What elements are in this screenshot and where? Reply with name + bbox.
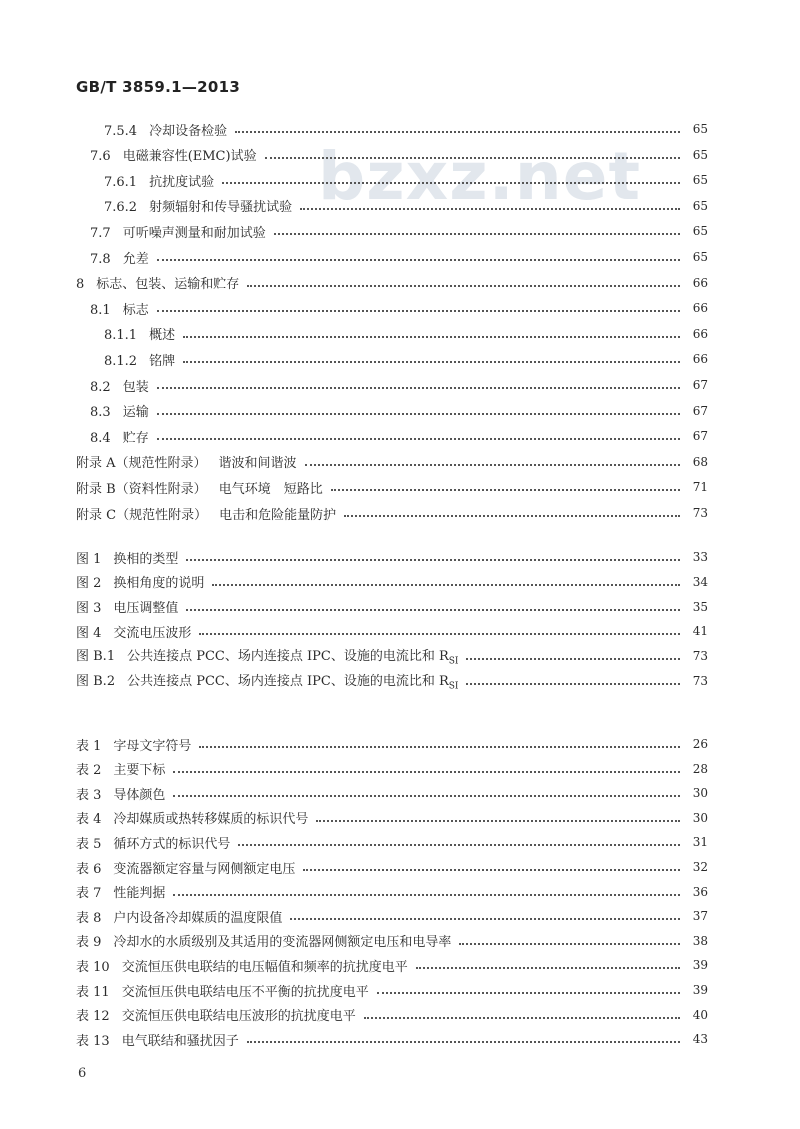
figure-entry-title: 换相的类型 [113, 551, 179, 567]
contents-entry[interactable] [90, 220, 708, 242]
contents-entry-page: 67 [692, 378, 708, 392]
leader-dots [238, 844, 680, 846]
figure-entry[interactable] [76, 670, 708, 692]
table-entry-page: 28 [692, 761, 708, 776]
contents-entry-label [104, 196, 292, 215]
leader-dots [199, 633, 680, 635]
leader-dots [157, 259, 680, 261]
table-entry[interactable] [76, 758, 708, 780]
contents-entry-label [76, 504, 336, 523]
leader-dots [186, 609, 680, 611]
contents-entry-label [90, 401, 149, 420]
contents-entry-number: 7.6 [90, 149, 111, 165]
table-entry[interactable] [76, 831, 708, 853]
table-entry-label [76, 735, 191, 754]
table-entry-page: 37 [692, 909, 708, 924]
table-entry-number: 表 7 [76, 886, 102, 902]
contents-entry[interactable] [90, 144, 708, 166]
table-entry-label [76, 931, 451, 950]
contents-entry-number: 8.1.2 [104, 353, 138, 369]
leader-dots [173, 795, 680, 797]
figure-entry-title: 换相角度的说明 [113, 576, 205, 592]
contents-entry-number: 8.4 [90, 430, 111, 446]
table-entry-label [76, 1030, 239, 1049]
contents-entry-label [90, 299, 149, 318]
leader-dots [459, 943, 680, 945]
contents-entry-number: 附录 C（规范性附录） [76, 507, 208, 523]
leader-dots [183, 336, 680, 338]
leader-dots [466, 658, 680, 660]
table-entry-number: 表 6 [76, 861, 102, 877]
contents-entry-page: 65 [692, 198, 708, 213]
leader-dots [377, 992, 680, 994]
contents-entry-number: 附录 A（规范性附录） [76, 456, 207, 472]
table-entry[interactable] [76, 856, 708, 878]
table-entry[interactable] [76, 954, 708, 976]
table-entry-page: 43 [692, 1032, 708, 1047]
figure-entry[interactable] [76, 571, 708, 593]
leader-dots [186, 559, 680, 561]
figure-entry-page: 73 [692, 649, 708, 664]
contents-entry-label [104, 171, 214, 190]
figure-entry-number: 图 1 [76, 551, 102, 567]
contents-entry-title: 运输 [122, 405, 149, 421]
contents-entry-label [90, 376, 149, 395]
figure-entry-page: 33 [692, 550, 708, 564]
table-entry-title: 变流器额定容量与网侧额定电压 [113, 861, 296, 877]
table-entry-number: 表 2 [76, 763, 102, 779]
contents-entry-title: 冷却设备检验 [149, 123, 228, 139]
table-entry-label [76, 882, 165, 901]
table-entry-page: 26 [692, 737, 708, 751]
contents-entry[interactable] [90, 246, 708, 268]
figure-entry[interactable] [76, 546, 708, 568]
leader-dots [157, 438, 680, 440]
table-entry-number: 表 4 [76, 812, 102, 828]
figure-entry[interactable] [76, 596, 708, 618]
contents-entry[interactable] [104, 195, 708, 217]
table-entry[interactable] [76, 930, 708, 952]
contents-entry-label [104, 324, 175, 343]
contents-entry-label [76, 452, 297, 471]
contents-entry-title: 包装 [122, 379, 149, 395]
table-entry-title: 电气联结和骚扰因子 [121, 1033, 239, 1049]
figure-entry-subscript: SI [448, 681, 459, 692]
table-entry-title: 导体颜色 [113, 787, 166, 803]
contents-entry-number: 8 [76, 277, 85, 293]
contents-entry[interactable] [104, 348, 708, 370]
figure-entry-subscript: SI [448, 656, 459, 667]
contents-entry-number: 8.2 [90, 379, 111, 395]
contents-entry-label [90, 248, 149, 267]
contents-entry-page: 65 [692, 250, 708, 264]
figure-entry-title: 交流电压波形 [113, 625, 192, 641]
table-entry-page: 31 [692, 835, 708, 850]
table-entry-number: 表 1 [76, 738, 102, 754]
table-entry-label [76, 858, 295, 877]
contents-entry[interactable] [90, 297, 708, 319]
figure-entry-page: 73 [692, 674, 708, 688]
table-entry[interactable] [76, 733, 708, 755]
contents-entry[interactable] [90, 425, 708, 447]
leader-dots [173, 771, 680, 773]
figure-entry-label [76, 645, 458, 667]
contents-entry-number: 附录 B（资料性附录） [76, 481, 207, 497]
contents-entry[interactable] [76, 272, 708, 294]
contents-entry-page: 66 [692, 275, 708, 290]
leader-dots [247, 1041, 680, 1043]
contents-entry-page: 66 [692, 326, 708, 341]
leader-dots [364, 1017, 680, 1019]
table-entry[interactable] [76, 881, 708, 903]
contents-entry-page: 65 [692, 173, 708, 188]
table-entry-number: 表 5 [76, 836, 102, 852]
leader-dots [300, 208, 680, 210]
leader-dots [222, 182, 680, 184]
figure-entry-number: 图 B.2 [76, 674, 116, 690]
leader-dots [212, 584, 680, 586]
contents-entry-label [90, 145, 257, 164]
contents-entry-label [104, 120, 227, 139]
leader-dots [316, 820, 680, 822]
contents-entry-page: 65 [692, 224, 708, 239]
contents-entry[interactable] [104, 118, 708, 140]
figure-entry-number: 图 B.1 [76, 649, 116, 665]
leader-dots [290, 918, 680, 920]
leader-dots [157, 387, 680, 389]
table-entry-page: 36 [692, 884, 708, 899]
figure-entry[interactable] [76, 620, 708, 642]
figure-entry-title: 公共连接点 PCC、场内连接点 IPC、设施的电流比和 R [127, 649, 449, 665]
leader-dots [157, 310, 680, 312]
contents-entry-number: 7.6.1 [104, 174, 138, 190]
contents-entry-label [90, 222, 266, 241]
table-entry-label [76, 808, 308, 827]
contents-entry-title: 贮存 [122, 430, 149, 446]
contents-entry-label [76, 478, 323, 497]
table-entry-title: 循环方式的标识代号 [113, 836, 231, 852]
table-entry-number: 表 9 [76, 935, 102, 951]
contents-entry-number: 8.1.1 [104, 328, 138, 344]
contents-entry-page: 73 [692, 506, 708, 520]
figure-entry-label [76, 548, 178, 567]
contents-entry[interactable] [104, 169, 708, 191]
contents-entry-label [90, 427, 149, 446]
contents-entry-title: 概述 [149, 328, 176, 344]
contents-entry[interactable] [90, 374, 708, 396]
table-entry-number: 表 8 [76, 910, 102, 926]
table-entry-page: 38 [692, 933, 708, 948]
figure-entry-label [76, 622, 191, 641]
table-entry-number: 表 13 [76, 1033, 110, 1049]
watermark: bzxz.net [318, 138, 642, 215]
table-entry-page: 32 [692, 860, 708, 874]
contents-entry[interactable] [76, 502, 708, 524]
figure-entry-number: 图 4 [76, 625, 102, 641]
table-entry-page: 39 [692, 958, 708, 973]
contents-entry-number: 7.7 [90, 225, 111, 241]
contents-entry-number: 7.8 [90, 251, 111, 267]
page-number: 6 [78, 1066, 87, 1081]
table-entry-page: 39 [692, 983, 708, 997]
document-code-header: GB/T 3859.1—2013 [76, 78, 241, 96]
table-entry-label [76, 784, 165, 803]
contents-entry-label [104, 350, 175, 369]
contents-entry-label [76, 273, 239, 292]
contents-entry-number: 7.6.2 [104, 200, 138, 216]
table-entry-title: 户内设备冷却媒质的温度限值 [113, 910, 283, 926]
contents-entry-page: 65 [692, 122, 708, 136]
figure-entry-label [76, 670, 458, 692]
leader-dots [173, 894, 680, 896]
table-entry[interactable] [76, 1028, 708, 1050]
figure-entry-title: 公共连接点 PCC、场内连接点 IPC、设施的电流比和 R [127, 674, 449, 690]
table-entry-label [76, 1005, 356, 1024]
table-entry[interactable] [76, 905, 708, 927]
table-entry-title: 交流恒压供电联结电压不平衡的抗扰度电平 [121, 984, 369, 1000]
figure-entry-label [76, 572, 204, 591]
contents-entry-page: 67 [692, 429, 708, 444]
leader-dots [199, 746, 680, 748]
table-entry-label [76, 759, 165, 778]
contents-entry-title: 谐波和间谐波 [218, 456, 297, 472]
contents-entry-page: 71 [692, 480, 708, 495]
contents-entry-title: 抗扰度试验 [149, 174, 215, 190]
leader-dots [235, 131, 680, 133]
leader-dots [247, 285, 680, 287]
figure-entry-page: 35 [692, 599, 708, 614]
table-entry-title: 主要下标 [113, 763, 166, 779]
leader-dots [416, 967, 680, 969]
leader-dots [305, 464, 680, 466]
table-entry-label [76, 981, 369, 1000]
figure-entry-number: 图 2 [76, 576, 102, 592]
leader-dots [344, 515, 680, 517]
table-entry-title: 冷却媒质或热转移媒质的标识代号 [113, 812, 309, 828]
contents-entry-page: 67 [692, 403, 708, 418]
contents-entry-title: 电磁兼容性(EMC)试验 [122, 149, 257, 165]
contents-entry-page: 66 [692, 301, 708, 316]
leader-dots [466, 683, 680, 685]
contents-entry-title: 电击和危险能量防护 [219, 507, 337, 523]
table-entry-number: 表 3 [76, 787, 102, 803]
contents-entry[interactable] [76, 476, 708, 498]
figure-entry-page: 41 [692, 624, 708, 639]
contents-entry-number: 7.5.4 [104, 123, 138, 139]
table-entry-page: 30 [692, 786, 708, 801]
figure-entry[interactable] [76, 645, 708, 667]
table-entry-page: 40 [692, 1007, 708, 1022]
figure-entry-label [76, 597, 178, 616]
table-entry-number: 表 12 [76, 1009, 110, 1025]
contents-entry-page: 65 [692, 147, 708, 162]
leader-dots [274, 233, 680, 235]
contents-entry-page: 66 [692, 352, 708, 367]
contents-entry-title: 射频辐射和传导骚扰试验 [149, 200, 293, 216]
table-entry[interactable] [76, 782, 708, 804]
table-entry-title: 字母文字符号 [113, 738, 192, 754]
figure-entry-title: 电压调整值 [113, 601, 179, 617]
table-entry-title: 交流恒压供电联结的电压幅值和频率的抗扰度电平 [121, 959, 408, 975]
leader-dots [303, 869, 680, 871]
contents-entry-number: 8.1 [90, 302, 111, 318]
table-entry-title: 性能判据 [113, 886, 166, 902]
contents-entry[interactable] [104, 323, 708, 345]
contents-entry-number: 8.3 [90, 405, 111, 421]
leader-dots [183, 361, 680, 363]
table-entry-label [76, 956, 408, 975]
contents-entry-title: 电气环境 短路比 [218, 481, 323, 497]
figure-entry-page: 34 [692, 574, 708, 589]
table-entry-number: 表 10 [76, 959, 110, 975]
leader-dots [265, 157, 680, 159]
table-entry[interactable] [76, 979, 708, 1001]
figure-entry-number: 图 3 [76, 601, 102, 617]
contents-entry-title: 允差 [122, 251, 149, 267]
table-entry[interactable] [76, 1004, 708, 1026]
table-entry-number: 表 11 [76, 984, 110, 1000]
table-entry-label [76, 833, 230, 852]
contents-entry-title: 标志、包装、运输和贮存 [96, 277, 240, 293]
table-entry-label [76, 907, 282, 926]
leader-dots [331, 489, 680, 491]
contents-entry[interactable] [90, 400, 708, 422]
table-entry-page: 30 [692, 810, 708, 825]
contents-entry[interactable] [76, 451, 708, 473]
contents-entry-title: 铭牌 [149, 353, 176, 369]
contents-entry-page: 68 [692, 454, 708, 469]
table-entry-title: 交流恒压供电联结电压波形的抗扰度电平 [121, 1009, 356, 1025]
leader-dots [157, 413, 680, 415]
contents-entry-title: 标志 [122, 302, 149, 318]
table-entry[interactable] [76, 807, 708, 829]
contents-entry-title: 可听噪声测量和耐加试验 [122, 225, 266, 241]
table-entry-title: 冷却水的水质级别及其适用的变流器网侧额定电压和电导率 [113, 935, 452, 951]
